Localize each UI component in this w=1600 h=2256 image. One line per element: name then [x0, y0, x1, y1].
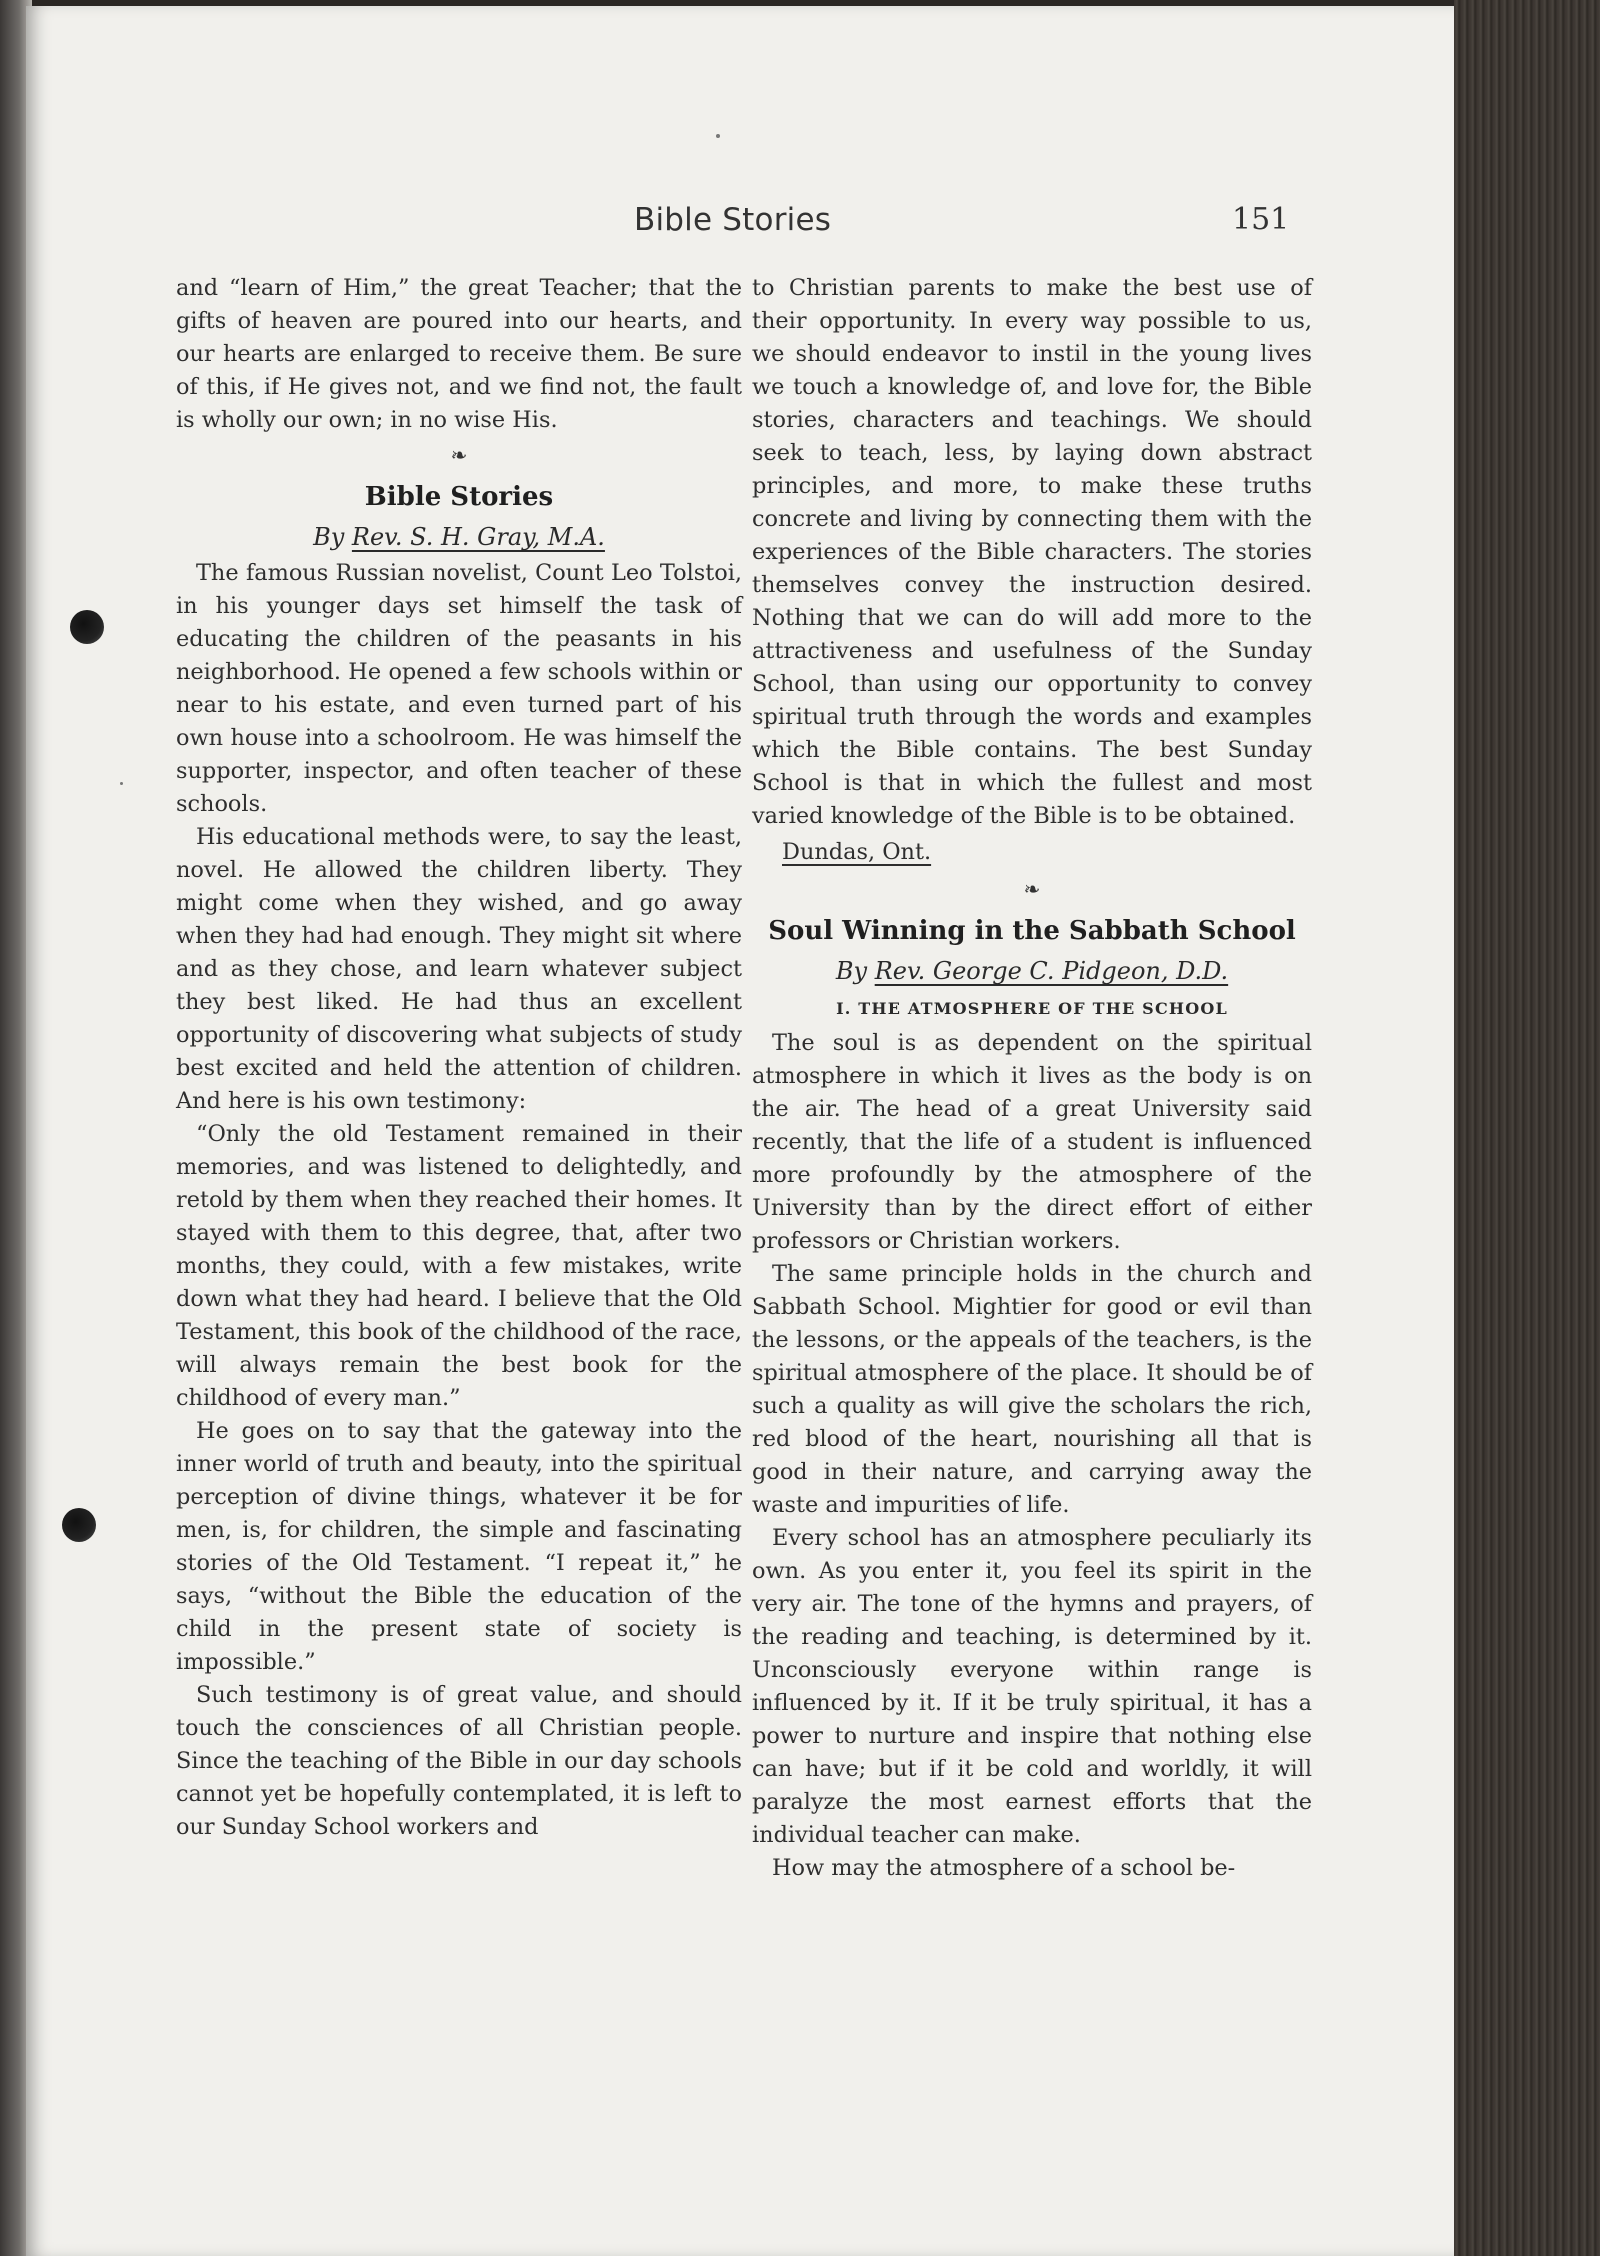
section-heading: I. THE ATMOSPHERE OF THE SCHOOL [836, 999, 1228, 1018]
byline-prefix: By [313, 523, 345, 551]
section-ornament: ❧ [1023, 877, 1041, 901]
running-title: Bible Stories [634, 202, 832, 238]
body-paragraph: Every school has an atmosphere peculiarly its own. As you enter it, you feel its spirit in the very air. The tone of the hymns and prayers, of the reading and teaching, is determined by it. Unconsciously everyone within range is influenced by it. If it be truly spiritual, it has a power to nurture and inspire that nothing else can have; but if it be cold and worldly, it will paralyze the most earnest efforts that the individual teacher can make. [752, 1525, 1312, 1848]
body-paragraph: He goes on to say that the gateway into the inner world of truth and beauty, into the spiritual perception of divine things, whatever it be for men, is, for children, the simple and fascinating stories of the Old Testament. “I repeat it,” he says, “without the Bible the education of the child in the present state of society is impossible.” [176, 1418, 742, 1675]
byline [752, 951, 1312, 991]
body-paragraph: His educational methods were, to say the least, novel. He allowed the children liberty. They might come when they wished, and go away when they had had enough. They might sit where and as they chose, and learn whatever subject they best liked. He had thus an excellent opportunity of discovering what subjects of study best excited and held the attention of children. And here is his own testimony: [176, 824, 742, 1114]
right-column [752, 272, 1312, 1885]
byline-author: Rev. George C. Pidgeon, D.D. [874, 957, 1229, 985]
byline-prefix: By [835, 957, 868, 985]
byline [176, 517, 742, 557]
quoted-paragraph: “Only the old Testament remained in their memories, and was listened to delightedly, and retold by them when they reached their homes. It stayed with them to this degree, that, after two months, they could, with a few mistakes, write down what they had heard. I believe that the Old Testament, this book of the childhood of the race, will always remain the best book for the childhood of every man.” [176, 1121, 742, 1411]
continuation-paragraph: to Christian parents to make the best use of their opportunity. In every way possible to us, we should endeavor to instil in the young lives we touch a knowledge of, and love for, the Bible stories, characters and teachings. We should seek to teach, less, by laying down abstract principles, and more, to make these truths concrete and living by connecting them with the experiences of the Bible characters. The stories themselves convey the instruction desired. Nothing that we can do will add more to the attractiveness and usefulness of the Sunday School, than using our opportunity to convey spiritual truth through the words and examples which the Bible contains. The best Sunday School is that in which the fullest and most varied knowledge of the Bible is to be obtained. [752, 275, 1312, 829]
continuation-paragraph: and “learn of Him,” the great Teacher; that the gifts of heaven are poured into our hearts, and our hearts are enlarged to receive them. Be sure of this, if He gives not, and we find not, the fault is wholly our own; in no wise His. [176, 275, 742, 433]
page-stack-edge [1454, 0, 1600, 2256]
body-paragraph: The same principle holds in the church and Sabbath School. Mightier for good or evil than the lessons, or the appeals of the teachers, is the spiritual atmosphere of the place. It should be of such a quality as will give the scholars the rich, red blood of the heart, nourishing all that is good in their nature, and carrying away the waste and impurities of life. [752, 1261, 1312, 1518]
article-signoff: Dundas, Ont. [782, 839, 932, 865]
body-paragraph: Such testimony is of great value, and should touch the consciences of all Christian people. Since the teaching of the Bible in our day schools cannot yet be hopefully contemplated, it is left to our Sunday School workers and [176, 1682, 742, 1840]
scan-speck [120, 782, 123, 785]
left-column [176, 272, 742, 1844]
body-paragraph: How may the atmosphere of a school be- [772, 1855, 1236, 1881]
body-paragraph: The famous Russian novelist, Count Leo Tolstoi, in his younger days set himself the task of educating the children of the peasants in his neighborhood. He opened a few schools within or near to his estate, and even turned part of his own house into a schoolroom. He was himself the supporter, inspector, and often teacher of these schools. [176, 560, 742, 817]
byline-author: Rev. S. H. Gray, M.A. [351, 523, 605, 551]
article-title-bible-stories: Bible Stories [364, 482, 554, 512]
binding-hole-lower [62, 1508, 96, 1542]
scan-speck [716, 134, 720, 138]
binding-hole-upper [70, 610, 104, 644]
body-paragraph: The soul is as dependent on the spiritual atmosphere in which it lives as the body is on the air. The head of a great University said recently, that the life of a student is influenced more profoundly by the atmosphere of the University than by the direct effort of either professors or Christian workers. [752, 1030, 1312, 1254]
page-number: 151 [1232, 202, 1290, 237]
section-ornament: ❧ [450, 443, 468, 467]
article-title-soul-winning: Soul Winning in the Sabbath School [768, 916, 1296, 946]
